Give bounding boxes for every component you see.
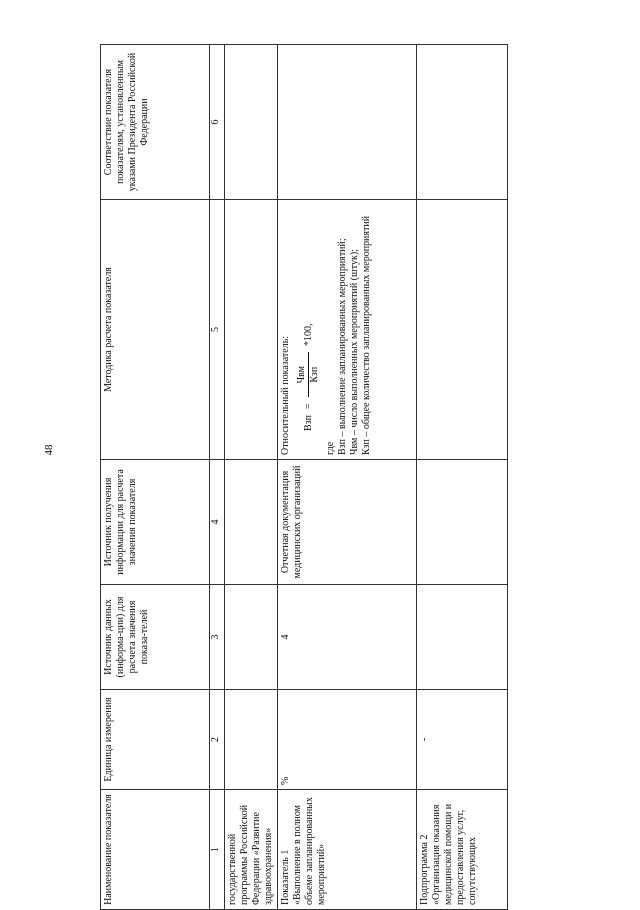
header-cell: Единица измерения xyxy=(101,690,210,790)
definition-2: Чвм – число выполненных мероприятий (штук); xyxy=(349,249,360,455)
origin-cell: Отчетная документация медицинских организаций xyxy=(278,460,417,585)
formula-tail: *100, xyxy=(302,323,314,346)
source-cell: 4 xyxy=(278,585,417,690)
subprogram-name: Подпрограмма 2 «Организация оказания медицинской помощи и предоставления услуг, сопутствующих xyxy=(417,790,508,910)
where-label: где xyxy=(325,441,336,455)
method-intro: Относительный показатель: xyxy=(280,335,291,455)
column-number: 3 xyxy=(210,585,225,690)
empty-cell xyxy=(225,460,278,585)
header-cell: Соответствие показателя показателям, установленным указами Президента Российской Федерации xyxy=(101,45,210,200)
definition-3: Кзп – общее количество запланированных мероприятий xyxy=(361,215,372,455)
empty-cell xyxy=(417,460,508,585)
header-cell: Методика расчета показателя xyxy=(101,200,210,460)
formula xyxy=(296,204,321,431)
column-number: 5 xyxy=(210,200,225,460)
formula-numerator: Чвм xyxy=(296,352,309,397)
column-number-row xyxy=(210,45,225,910)
header-cell: Источник получения информации для расчета значения показателя xyxy=(101,460,210,585)
indicator-table xyxy=(100,44,508,910)
table-header-row xyxy=(101,45,210,910)
formula-equals: = xyxy=(302,403,314,410)
table-row xyxy=(278,45,417,910)
page-number: 48 xyxy=(43,444,55,456)
unit-cell: - xyxy=(417,690,508,790)
empty-cell xyxy=(225,200,278,460)
definition-1: Взп – выполнение запланированных мероприятий; xyxy=(337,238,348,455)
empty-cell xyxy=(417,585,508,690)
indicator-table-wrapper xyxy=(100,45,500,910)
indicator-name: Показатель 1 «Выполнение в полном объеме запланированных мероприятий» xyxy=(278,790,417,910)
header-cell: Источник данных (информа-ции) для расчета значения показа-телей xyxy=(101,585,210,690)
unit-cell: % xyxy=(278,690,417,790)
table-row xyxy=(225,45,278,910)
indicator-name: государственной программы Российской Федерации «Развитие здравоохранения» xyxy=(225,790,278,910)
empty-cell xyxy=(225,45,278,200)
table-row xyxy=(417,45,508,910)
column-number: 6 xyxy=(210,45,225,200)
header-cell: Наименование показателя xyxy=(101,790,210,910)
formula-denominator: Кзп xyxy=(309,366,320,383)
formula-lhs: Взп xyxy=(302,415,314,431)
empty-cell xyxy=(225,690,278,790)
formula-fraction xyxy=(296,352,321,397)
empty-cell xyxy=(417,200,508,460)
rotated-table-area xyxy=(100,45,500,910)
empty-cell xyxy=(278,45,417,200)
column-number: 4 xyxy=(210,460,225,585)
method-cell xyxy=(278,200,417,460)
column-number: 2 xyxy=(210,690,225,790)
empty-cell xyxy=(225,585,278,690)
empty-cell xyxy=(417,45,508,200)
column-number: 1 xyxy=(210,790,225,910)
